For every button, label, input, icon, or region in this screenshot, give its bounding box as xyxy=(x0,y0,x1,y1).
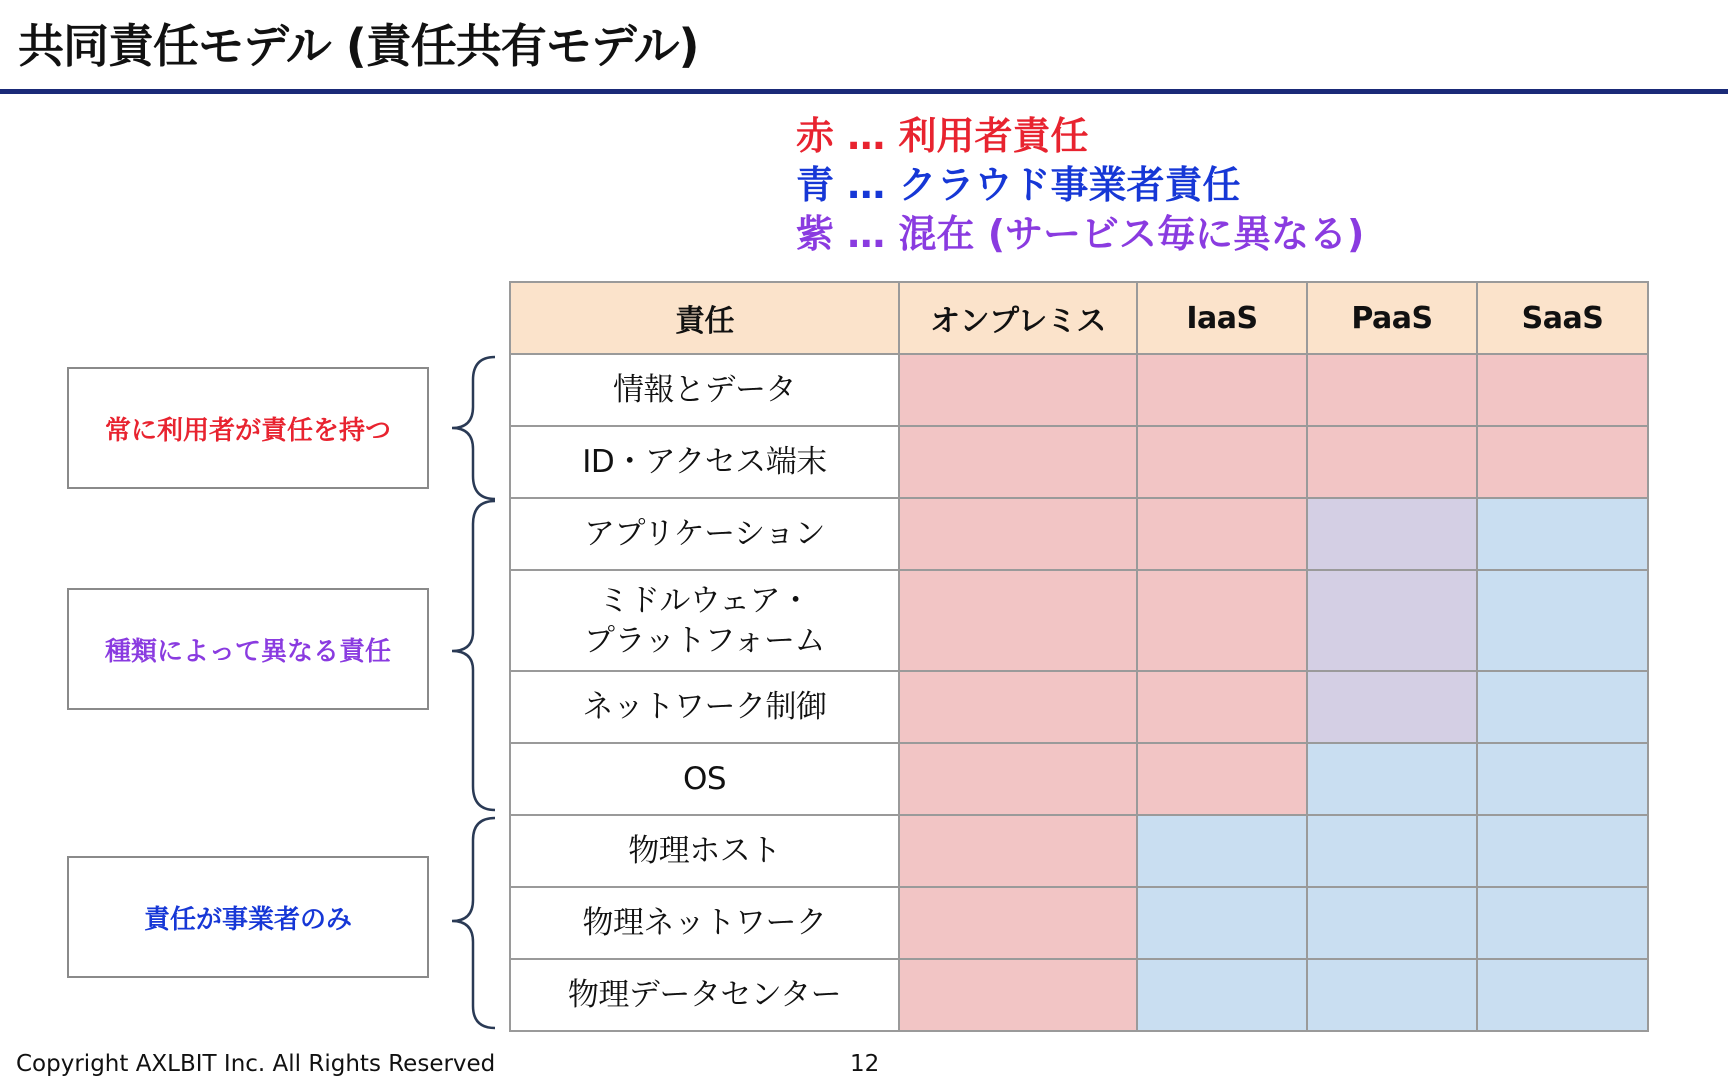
responsibility-cell xyxy=(899,815,1137,887)
responsibility-cell xyxy=(1137,743,1307,815)
responsibility-cell xyxy=(1307,887,1477,959)
table-row xyxy=(510,671,1648,743)
responsibility-cell xyxy=(1477,815,1648,887)
column-header-paas: PaaS xyxy=(1307,282,1477,354)
responsibility-cell xyxy=(1307,570,1477,671)
column-header-saas: SaaS xyxy=(1477,282,1648,354)
responsibility-cell xyxy=(1137,959,1307,1031)
responsibility-cell xyxy=(899,671,1137,743)
table-row xyxy=(510,959,1648,1031)
row-label: ID・アクセス端末 xyxy=(510,426,899,498)
responsibility-cell xyxy=(1477,959,1648,1031)
responsibility-cell xyxy=(1137,498,1307,570)
responsibility-cell xyxy=(1477,887,1648,959)
responsibility-cell xyxy=(1477,671,1648,743)
brace-always-user xyxy=(452,357,495,499)
page-number: 12 xyxy=(850,1051,880,1077)
column-header-iaas: IaaS xyxy=(1137,282,1307,354)
responsibility-cell xyxy=(899,570,1137,671)
responsibility-cell xyxy=(1307,498,1477,570)
table-row xyxy=(510,815,1648,887)
responsibility-cell xyxy=(1137,426,1307,498)
group-always-user-label: 常に利用者が責任を持つ xyxy=(104,415,391,446)
responsibility-cell xyxy=(1137,354,1307,426)
brace-varies xyxy=(452,501,495,810)
row-label: OS xyxy=(510,743,899,815)
group-provider-only-label: 責任が事業者のみ xyxy=(143,904,352,935)
responsibility-cell xyxy=(899,426,1137,498)
legend-red: 赤 … 利用者責任 xyxy=(796,114,1089,158)
row-label: 物理ネットワーク xyxy=(510,887,899,959)
group-varies-label: 種類によって異なる責任 xyxy=(104,636,391,667)
responsibility-cell xyxy=(1477,426,1648,498)
row-label: 物理データセンター xyxy=(510,959,899,1031)
responsibility-cell xyxy=(1307,671,1477,743)
row-label: 物理ホスト xyxy=(510,815,899,887)
table-row xyxy=(510,887,1648,959)
table-row xyxy=(510,426,1648,498)
row-label: 情報とデータ xyxy=(510,354,899,426)
table-row xyxy=(510,498,1648,570)
responsibility-cell xyxy=(1137,671,1307,743)
responsibility-cell xyxy=(1137,887,1307,959)
column-header-on-premises: オンプレミス xyxy=(899,282,1137,354)
responsibility-cell xyxy=(1307,815,1477,887)
responsibility-cell xyxy=(1477,354,1648,426)
page-title: 共同責任モデル (責任共有モデル) xyxy=(18,19,699,73)
responsibility-cell xyxy=(899,959,1137,1031)
row-label-line: プラットフォーム xyxy=(584,622,825,659)
row-label: アプリケーション xyxy=(510,498,899,570)
legend-blue: 青 … クラウド事業者責任 xyxy=(796,163,1241,207)
table-row xyxy=(510,354,1648,426)
copyright-text: Copyright AXLBIT Inc. All Rights Reserved xyxy=(16,1051,496,1077)
responsibility-cell xyxy=(1307,743,1477,815)
responsibility-cell xyxy=(899,743,1137,815)
responsibility-cell xyxy=(1477,743,1648,815)
responsibility-cell xyxy=(899,887,1137,959)
table-header-row xyxy=(510,282,1648,354)
row-label xyxy=(510,570,899,671)
table-row xyxy=(510,570,1648,671)
row-label-line: ミドルウェア・ xyxy=(598,582,811,619)
responsibility-cell xyxy=(1477,570,1648,671)
table-row xyxy=(510,743,1648,815)
responsibility-cell xyxy=(899,498,1137,570)
row-label: ネットワーク制御 xyxy=(510,671,899,743)
brace-provider-only xyxy=(452,818,495,1028)
responsibility-cell xyxy=(1137,815,1307,887)
responsibility-cell xyxy=(1307,959,1477,1031)
responsibility-cell xyxy=(1477,498,1648,570)
responsibility-cell xyxy=(1137,570,1307,671)
responsibility-cell xyxy=(1307,354,1477,426)
legend-purple: 紫 … 混在 (サービス毎に異なる) xyxy=(796,212,1365,256)
responsibility-matrix xyxy=(509,281,1649,1032)
column-header-responsibility: 責任 xyxy=(510,282,899,354)
responsibility-cell xyxy=(1307,426,1477,498)
responsibility-cell xyxy=(899,354,1137,426)
